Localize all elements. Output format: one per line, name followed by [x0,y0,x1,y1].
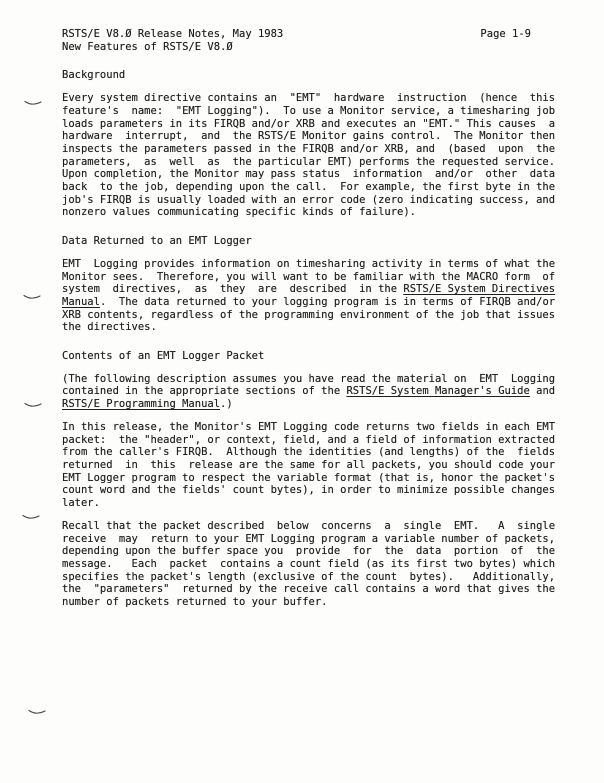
text-line [62,545,555,558]
page-number: Page 1-9 [480,28,531,40]
margin-pen-mark [24,394,42,402]
pen-mark-curve-icon [23,293,41,301]
paragraph [62,520,555,609]
text-segment: specifies the packet's length (exclusive of the count bytes). Additionally, [62,570,556,583]
text-line [62,558,555,571]
pen-mark-curve-icon [24,99,42,107]
text-line [62,421,555,434]
text-line [62,571,555,584]
text-line [62,497,555,510]
text-segment: the "parameters" returned by the receive call contains a word that gives the [62,583,556,596]
text-segment: later. [62,497,100,510]
text-segment: packet: the "header", or context, field, and a field of information extracted [62,433,556,446]
text-segment: Upon completion, the Monitor may pass status information and/or other data [62,168,556,181]
text-segment: EMT Logging provides information on timesharing activity in terms of what the [62,257,556,270]
text-line [62,446,555,459]
text-line [62,321,555,334]
text-segment: count word and the fields' count bytes), in order to minimize possible changes [62,484,556,497]
text-line [62,271,555,284]
margin-pen-mark [22,506,40,514]
pen-mark-curve-icon [22,513,40,521]
text-line [62,296,555,309]
pen-mark-curve-icon [28,708,46,716]
text-line [62,156,555,169]
text-line [62,258,555,271]
text-segment: message. Each packet contains a count field (as its first two bytes) which [62,557,556,570]
text-line [62,484,555,497]
text-segment: depending upon the buffer space you provide for the data portion of the [62,545,556,558]
paragraph [62,421,555,510]
text-line [62,206,555,219]
text-segment: number of packets returned to your buffer. [62,596,328,609]
text-segment: receive may return to your EMT Logging program a variable number of packets, [62,532,556,545]
text-line [62,520,555,533]
text-segment: back to the job, depending upon the call. For example, the first byte in the [62,181,556,194]
text-line [62,434,555,447]
margin-pen-mark [23,286,41,294]
text-segment: (The following description assumes you have read the material on EMT Logging [62,372,556,385]
underlined-manual-title: RSTS/E Programming Manual [62,398,221,411]
text-line [62,181,555,194]
text-segment: parameters, as well as the particular EMT) performs the requested service. [62,155,556,168]
text-line [62,143,555,156]
underlined-manual-title: Manual [62,295,100,308]
underlined-manual-title: RSTS/E System Manager's Guide [346,385,530,398]
text-segment: job's FIRQB is usually loaded with an error code (zero indicating success, and [62,193,556,206]
text-segment: .) [220,398,233,411]
text-line [62,168,555,181]
text-segment: system directives, as they are described in the [62,283,404,296]
page-header [62,28,531,53]
text-segment: Recall that the packet described below concerns a single EMT. A single [62,519,556,532]
section-heading: Background [62,69,126,82]
text-segment: and [529,385,556,398]
margin-pen-mark [28,701,46,709]
pen-mark-curve-icon [24,401,42,409]
text-line [62,583,555,596]
text-line [62,283,555,296]
text-line [62,105,555,118]
text-segment: EMT Logger program to respect the variable format (that is, honor the packet's [62,471,556,484]
text-line [62,459,555,472]
text-line [62,373,555,386]
header-left [62,28,283,53]
text-line [62,194,555,207]
page-content [62,28,555,609]
underlined-manual-title: RSTS/E System Directives [403,283,556,296]
text-segment: In this release, the Monitor's EMT Logging code returns two fields in each EMT [62,420,556,433]
text-segment: inspects the parameters passed in the FIRQB and/or XRB, and (based upon the [62,142,556,155]
section-heading: Contents of an EMT Logger Packet [62,350,265,363]
text-line [62,385,555,398]
text-line [62,398,555,411]
text-segment: feature's name: "EMT Logging"). To use a Monitor service, a timesharing job [62,104,556,117]
text-segment: loads parameters in its FIRQB and/or XRB and executes an "EMT." This causes a [62,117,556,130]
text-line [62,92,555,105]
paragraph [62,92,555,219]
release-notes-title: RSTS/E V8.Ø Release Notes, May 1983 [62,28,284,40]
margin-pen-mark [24,92,42,100]
paragraph [62,258,555,334]
text-line [62,118,555,131]
text-segment: nonzero values communicating specific kinds of failure). [62,206,417,219]
text-segment: XRB contents, regardless of the programming environment of the job that issues [62,308,556,321]
text-segment: Every system directive contains an "EMT" hardware instruction (hence this [62,92,556,105]
text-segment: . The data returned to your logging program is in terms of FIRQB and/or [99,295,556,308]
document-body [62,69,555,608]
text-line [62,596,555,609]
section-heading: Data Returned to an EMT Logger [62,235,252,248]
text-line [62,309,555,322]
text-segment: the directives. [62,321,157,334]
text-segment: returned in this release are the same for all packets, you should code your [62,458,556,471]
text-segment: hardware interrupt, and the RSTS/E Monitor gains control. The Monitor then [62,130,556,143]
text-segment: from the caller's FIRQB. Although the identities (and lengths) of the fields [62,446,556,459]
text-line [62,472,555,485]
text-line [62,533,555,546]
section-subtitle: New Features of RSTS/E V8.Ø [62,40,233,53]
text-segment: contained in the appropriate sections of the [62,385,347,398]
text-line [62,130,555,143]
text-segment: Monitor sees. Therefore, you will want to be familiar with the MACRO form of [62,270,556,283]
paragraph [62,373,555,411]
